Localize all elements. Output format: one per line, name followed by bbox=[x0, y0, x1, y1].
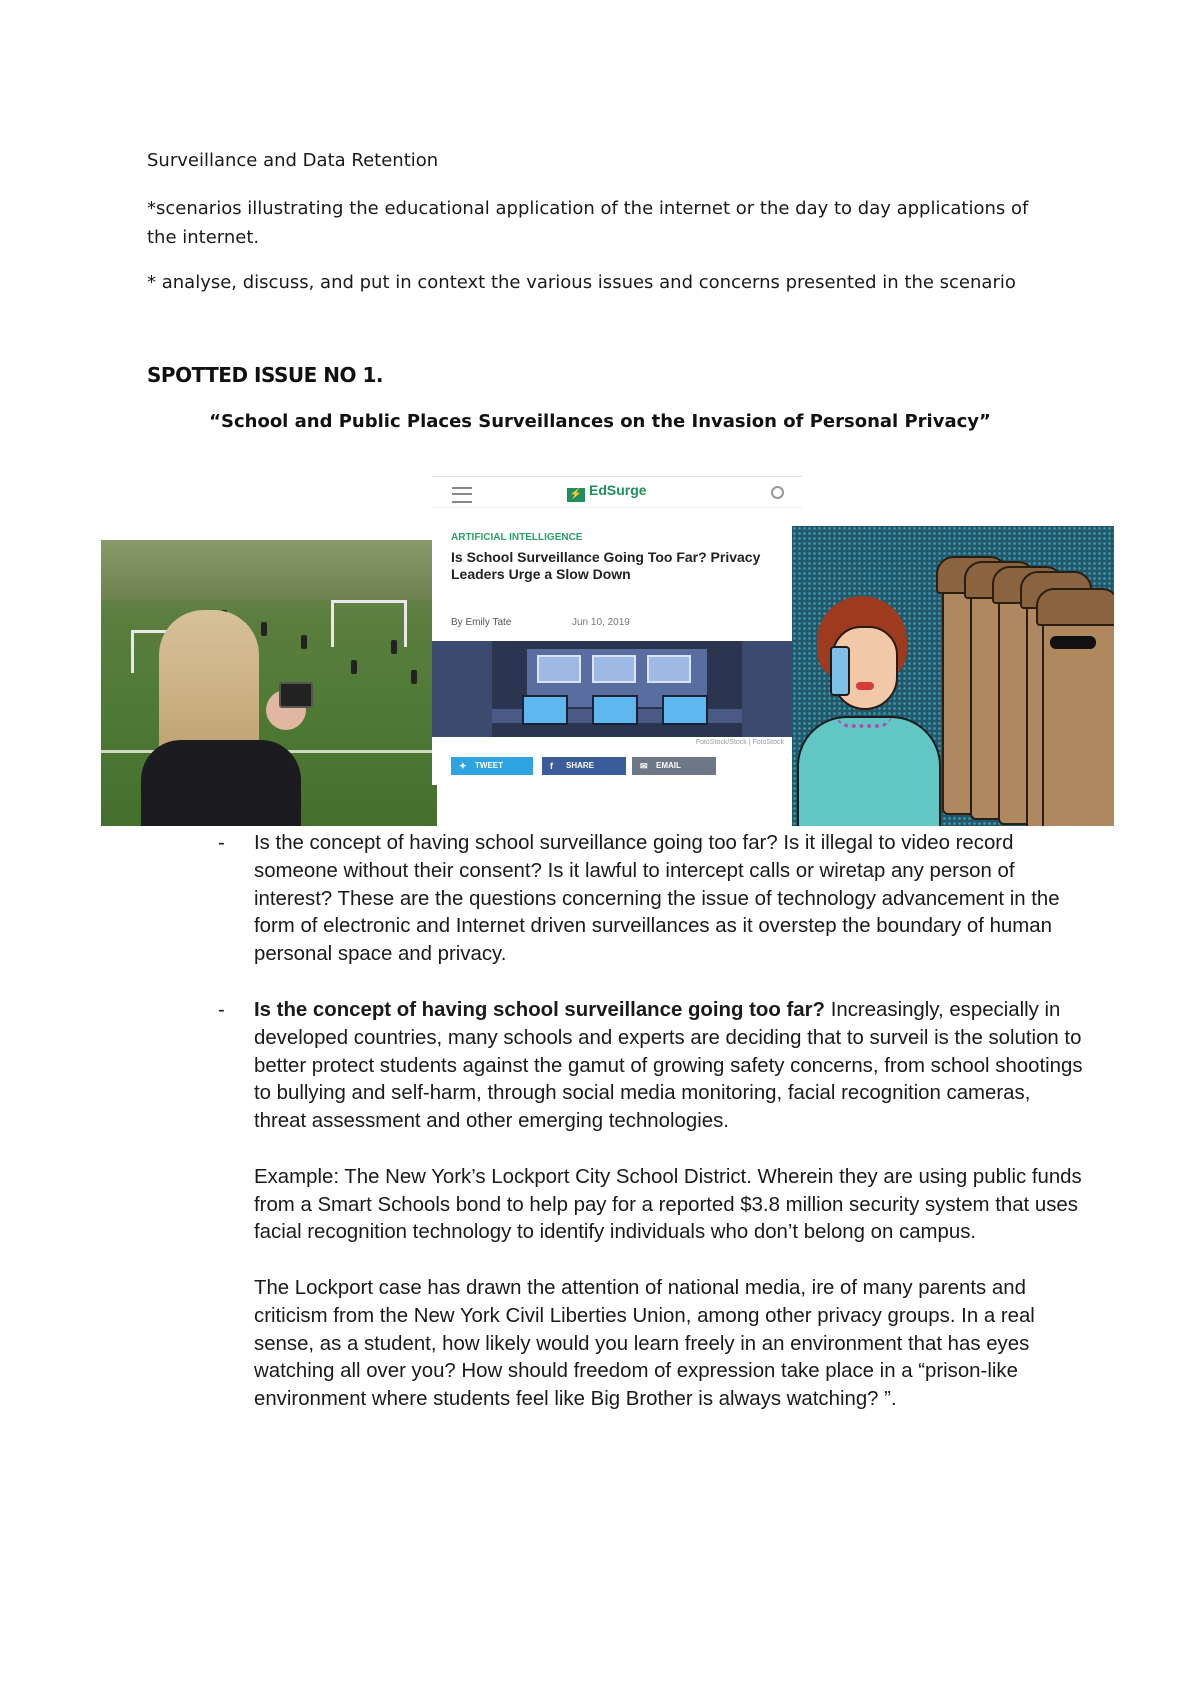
issue-heading: SPOTTED ISSUE NO 1. bbox=[147, 363, 383, 387]
list-dash: - bbox=[218, 998, 225, 1021]
article-headline[interactable]: Is School Surveillance Going Too Far? Privacy Leaders Urge a Slow Down bbox=[451, 549, 761, 582]
edsurge-article-card bbox=[432, 476, 802, 785]
article-category: ARTIFICIAL INTELLIGENCE bbox=[451, 532, 583, 543]
smartphone-icon bbox=[830, 646, 850, 696]
search-icon[interactable] bbox=[771, 486, 784, 499]
discussion-list bbox=[218, 830, 1088, 1442]
surveillance-room-illustration bbox=[432, 641, 802, 737]
paragraph: Is the concept of having school surveillance going too far? Is it illegal to video record someone without their consent? Is it lawful to intercept calls or wiretap any person of interest? These are the questions concerning the issue of technology advancement in the form of electronic and Internet driven surveillances as it overstep the boundary of human personal space and privacy. bbox=[254, 832, 1060, 966]
envelope-icon: ✉ bbox=[640, 761, 648, 771]
intro-note: *scenarios illustrating the educational application of the internet or the day to day applications of the internet. bbox=[147, 198, 1029, 248]
list-item bbox=[218, 830, 1088, 969]
facebook-icon: f bbox=[550, 761, 553, 771]
bird-icon: ✦ bbox=[459, 761, 467, 771]
document-title: Surveillance and Data Retention bbox=[147, 150, 439, 171]
article-byline: By Emily Tate bbox=[451, 617, 512, 628]
email-button[interactable]: ✉ EMAIL bbox=[632, 757, 716, 775]
edsurge-logo: ⚡ EdSurge bbox=[567, 482, 647, 502]
article-date: Jun 10, 2019 bbox=[572, 617, 630, 628]
hamburger-menu-icon[interactable] bbox=[452, 487, 472, 503]
woman-filming-field-photo bbox=[101, 540, 437, 826]
bold-lead: Is the concept of having school surveillance going too far? bbox=[254, 998, 826, 1021]
pop-art-spies-illustration bbox=[792, 526, 1114, 826]
intro-note: * analyse, discuss, and put in context the various issues and concerns presented in the scenario bbox=[147, 272, 1016, 293]
paragraph: Example: The New York’s Lockport City School District. Wherein they are using public funds from a Smart Schools bond to help pay for a reported $3.8 million security system that uses facial recognition technology to identify individuals who don’t belong on campus. bbox=[254, 1165, 1082, 1244]
list-dash: - bbox=[218, 832, 225, 854]
paragraph: The Lockport case has drawn the attention of national media, ire of many parents and criticism from the New York Civil Liberties Union, among other privacy groups. In a real sense, as a student, how likely would you learn freely in an environment that has eyes watching all over you? How should freedom of expression take place in a “prison-like environment where students feel like Big Brother is always watching? ”. bbox=[254, 1276, 1035, 1411]
sunglasses-icon bbox=[1050, 636, 1096, 649]
share-button[interactable]: f SHARE bbox=[542, 757, 626, 775]
smartphone-icon bbox=[279, 682, 313, 708]
issue-quote: “School and Public Places Surveillances on the Invasion of Personal Privacy” bbox=[209, 411, 991, 432]
image-credit: FotoStock/Stock | FotoStock bbox=[695, 739, 784, 746]
intro-notes bbox=[147, 194, 1047, 313]
list-item bbox=[218, 997, 1088, 1414]
edsurge-header bbox=[432, 477, 802, 508]
paragraph: Is the concept of having school surveillance going too far? Increasingly, especially in developed countries, many schools and experts are deciding that to surveil is the solution to better protect students against the gamut of growing safety concerns, from school shootings to bullying and self-harm, through social media monitoring, facial recognition cameras, threat assessment and other emerging technologies. bbox=[254, 998, 1083, 1133]
tweet-button[interactable]: ✦ TWEET bbox=[451, 757, 533, 775]
